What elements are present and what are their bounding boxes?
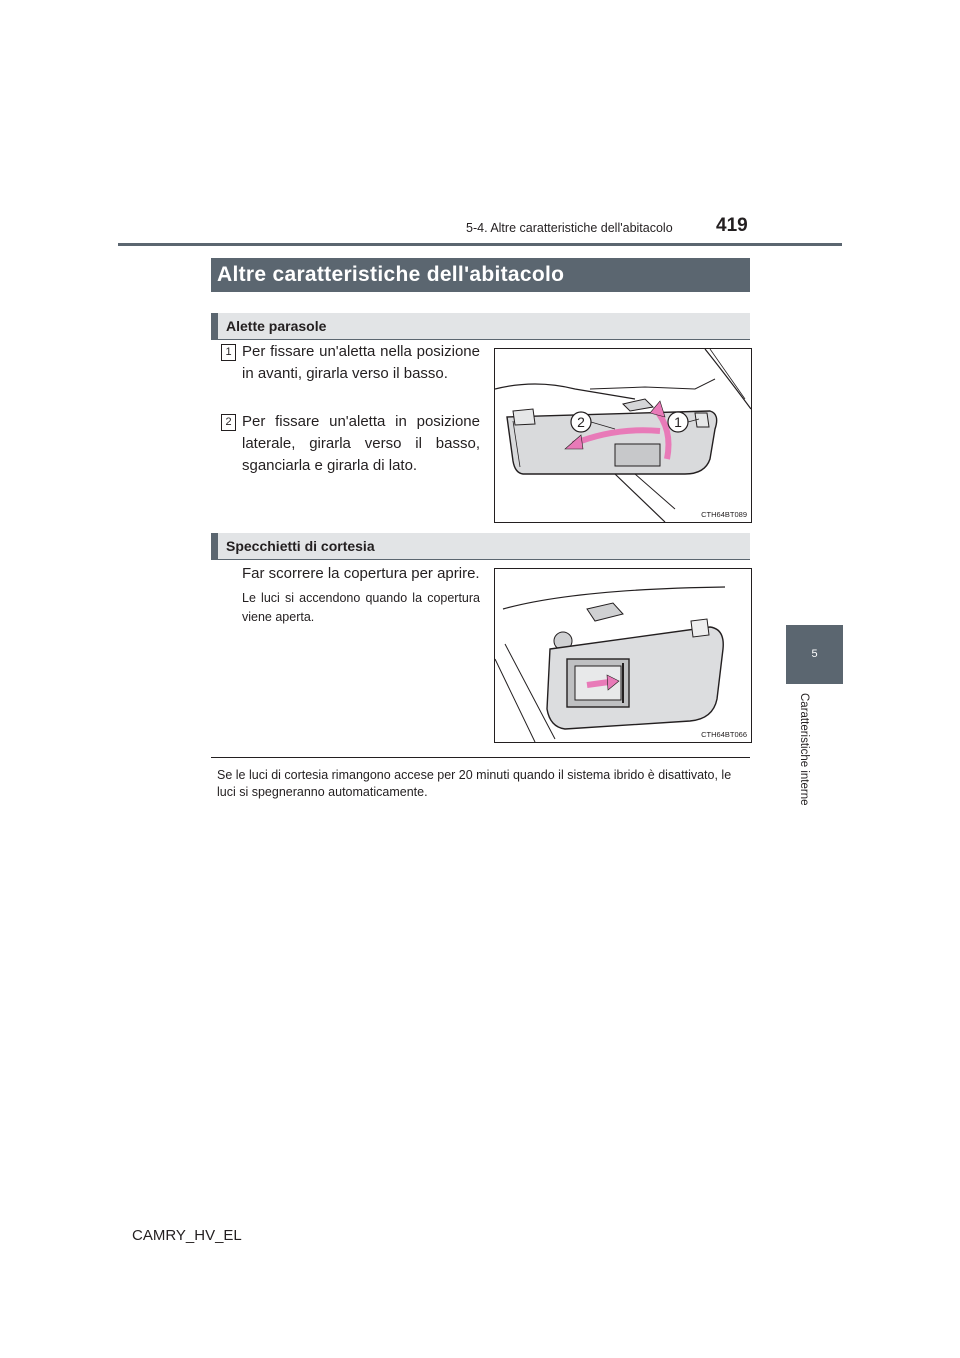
footnote-text: Se le luci di cortesia rimangono accese per 20 minuti quando il sistema ibrido è disattivato, le luci si spegneranno automaticamente. <box>217 768 732 799</box>
page-number: 419 <box>716 215 748 236</box>
mirror-instruction: Far scorrere la copertura per aprire. <box>242 565 480 582</box>
vanity-mirror-illustration <box>495 569 751 742</box>
figure-vanity-mirror <box>494 568 752 743</box>
figure-code-1: CTH64BT089 <box>701 510 747 519</box>
subheading-rule <box>211 339 750 340</box>
document-code: CAMRY_HV_EL <box>132 1227 242 1244</box>
chapter-tab: 5 <box>786 625 843 684</box>
chapter-tab-label: Caratteristiche interne <box>798 693 810 806</box>
subheading-rule <box>211 559 750 560</box>
chapter-tab-label-wrap <box>798 693 822 823</box>
footnote-rule <box>211 757 750 758</box>
step-text-1: Per fissare un'aletta nella posizione in avanti, girarla verso il basso. <box>242 343 480 382</box>
subheading-sun-visors: Alette parasole <box>211 313 750 339</box>
section-title: Altre caratteristiche dell'abitacolo <box>211 258 750 292</box>
figure-sun-visor <box>494 348 752 523</box>
callout-1: 1 <box>674 414 682 430</box>
step-text-2: Per fissare un'aletta in posizione laterale, girarla verso il basso, sganciarla e girarla di lato. <box>242 413 480 474</box>
sun-visor-illustration <box>495 349 751 522</box>
running-header-chapter: 5-4. Altre caratteristiche dell'abitacolo <box>466 221 673 235</box>
callout-2: 2 <box>577 414 585 430</box>
subheading-vanity-mirrors: Specchietti di cortesia <box>211 533 750 559</box>
step-badge-2: 2 <box>221 414 236 431</box>
header-rule <box>118 243 842 246</box>
mirror-note: Le luci si accendono quando la copertura viene aperta. <box>242 591 480 624</box>
figure-code-2: CTH64BT066 <box>701 730 747 739</box>
step-badge-1: 1 <box>221 344 236 361</box>
